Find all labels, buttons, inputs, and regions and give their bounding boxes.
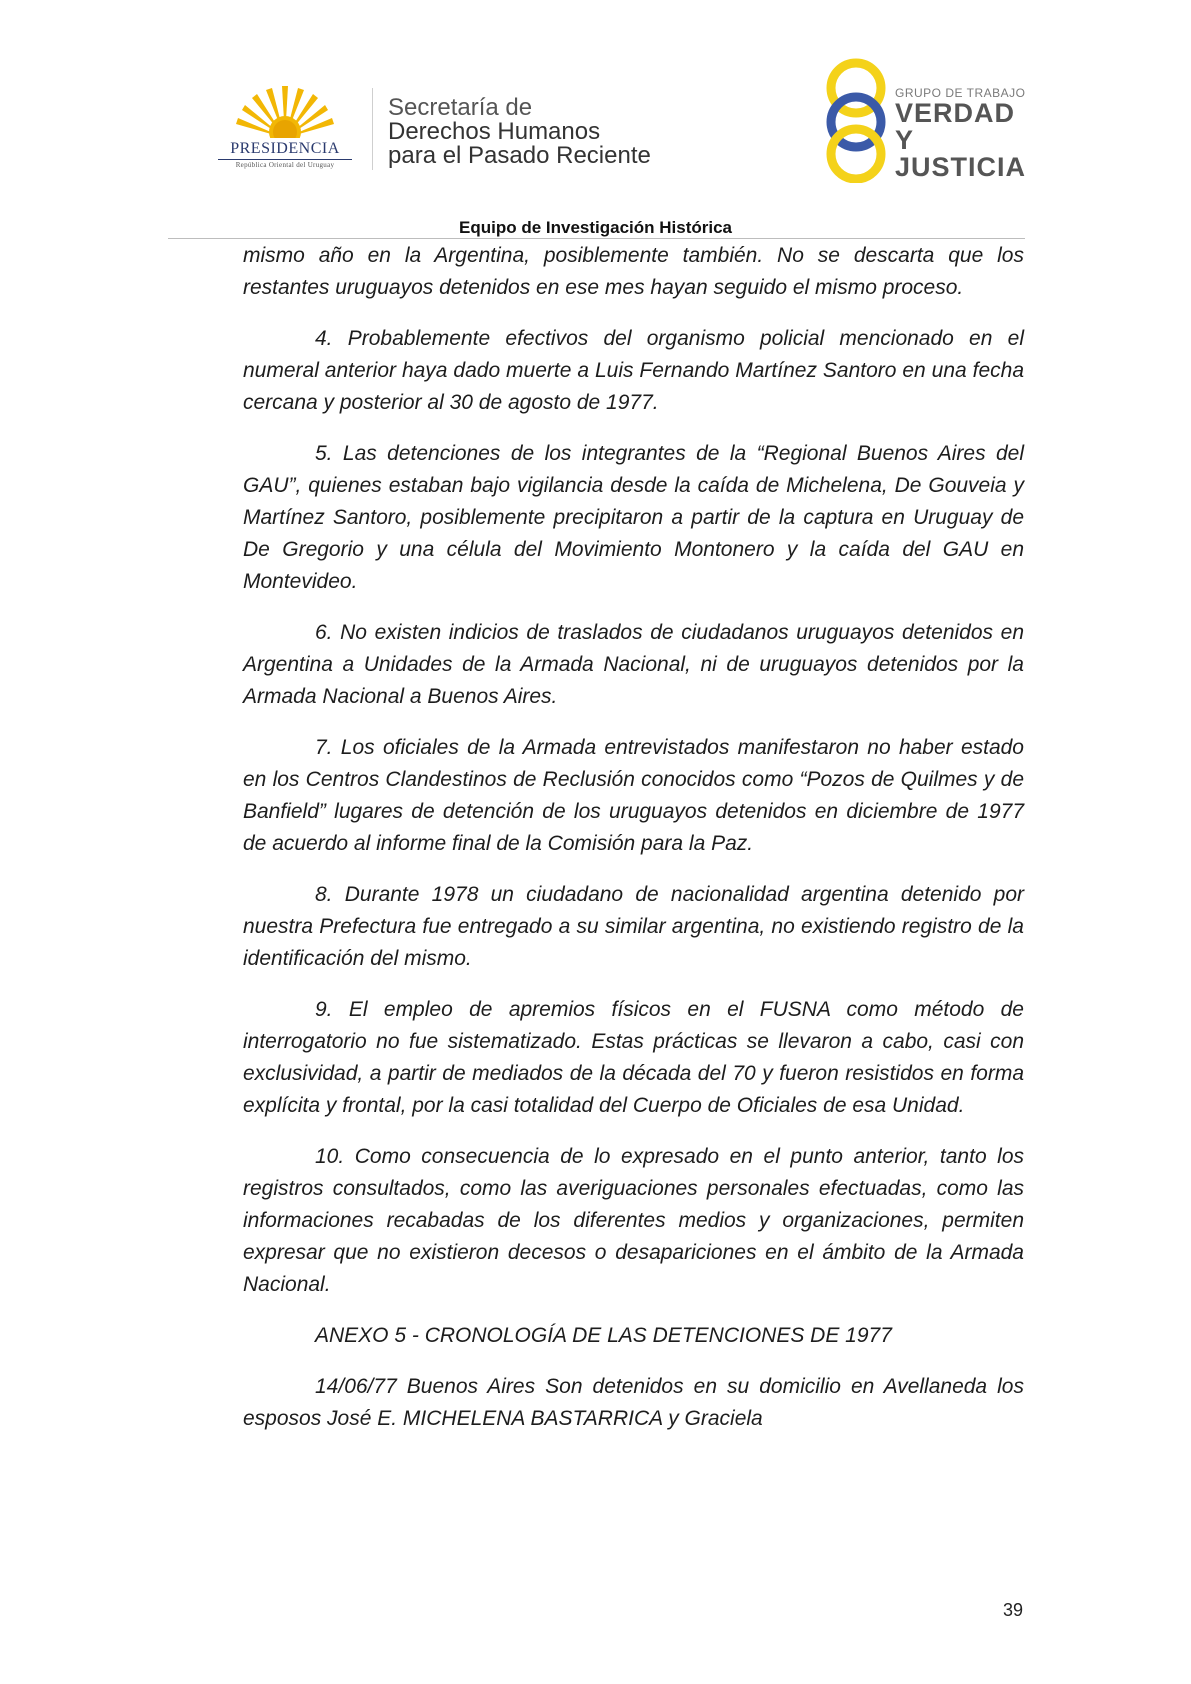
presidencia-rule [218, 159, 352, 160]
grupo-trabajo-text [895, 86, 1026, 181]
annex-paragraph: 14/06/77 Buenos Aires Son detenidos en su domicilio en Avellaneda los esposos José E. MICHELENA BASTARRICA y Graciela [243, 1375, 1024, 1430]
grupo-trabajo-line-3: JUSTICIA [895, 152, 1027, 182]
annex-title: ANEXO 5 - CRONOLOGÍA DE LAS DETENCIONES DE 1977 [315, 1324, 892, 1347]
grupo-trabajo-line-1: GRUPO DE TRABAJO [895, 86, 1026, 100]
logo-divider [372, 88, 373, 170]
paragraph-continuation: mismo año en la Argentina, posiblemente también. No se descarta que los restantes uruguayos detenidos en ese mes hayan seguido el mismo proceso. [243, 244, 1024, 299]
paragraph-item-6: 6. No existen indicios de traslados de ciudadanos uruguayos detenidos en Argentina a Unidades de la Armada Nacional, ni de uruguayos detenidos por la Armada Nacional a Buenos Aires. [243, 621, 1024, 708]
secretaria-line-2: Derechos Humanos [388, 118, 601, 145]
presidencia-logo [210, 80, 360, 180]
running-header-title: Equipo de Investigación Histórica [459, 218, 732, 237]
page-header [0, 0, 1191, 240]
header-rule [168, 238, 1025, 239]
presidencia-name: PRESIDENCIA [230, 140, 340, 157]
page-number: 39 [1003, 1600, 1024, 1620]
rings-icon [820, 58, 900, 183]
paragraph-item-10: 10. Como consecuencia de lo expresado en el punto anterior, tanto los registros consultados, como las averiguaciones personales efectuadas, como las informaciones recabadas de los diferentes medios y organizaciones, permiten expresar que no existieron decesos o desapariciones en el ámbito de la Armada Nacional. [243, 1145, 1024, 1296]
presidencia-subtitle: República Oriental del Uruguay [235, 161, 335, 169]
paragraph-item-7: 7. Los oficiales de la Armada entrevistados manifestaron no haber estado en los Centros Clandestinos de Reclusión conocidos como “Pozos de Quilmes y de Banfield” lugares de detención de los uruguayos detenidos en diciembre de 1977 de acuerdo al informe final de la Comisión para la Paz. [243, 736, 1024, 855]
secretaria-line-3: para el Pasado Reciente [388, 142, 651, 169]
paragraph-item-9: 9. El empleo de apremios físicos en el FUSNA como método de interrogatorio no fue sistematizado. Estas prácticas se llevaron a cabo, casi con exclusividad, a partir de mediados de la década del 70 y fueron resistidos en forma explícita y frontal, por la casi totalidad del Cuerpo de Oficiales de esa Unidad. [243, 998, 1024, 1117]
grupo-trabajo-logo [820, 58, 1027, 188]
paragraph-item-8: 8. Durante 1978 un ciudadano de nacionalidad argentina detenido por nuestra Prefectura fue entregado a su similar argentina, no existiendo registro de la identificación del mismo. [243, 883, 1024, 970]
paragraph-item-4: 4. Probablemente efectivos del organismo policial mencionado en el numeral anterior haya dado muerte a Luis Fernando Martínez Santoro en una fecha cercana y posterior al 30 de agosto de 1977. [243, 327, 1024, 414]
sun-icon [210, 80, 360, 142]
secretaria-line-1: Secretaría de [388, 94, 533, 121]
grupo-trabajo-line-2: VERDAD Y [895, 98, 1016, 155]
secretaria-logo-text [388, 96, 651, 168]
paragraph-item-5: 5. Las detenciones de los integrantes de la “Regional Buenos Aires del GAU”, quienes estaban bajo vigilancia desde la caída de Michelena, De Gouveia y Martínez Santoro, posiblemente precipitaron a partir de la captura en Uruguay de De Gregorio y una célula del Movimiento Montonero y la caída del GAU en Montevideo. [243, 442, 1024, 593]
document-body [243, 240, 1024, 1454]
